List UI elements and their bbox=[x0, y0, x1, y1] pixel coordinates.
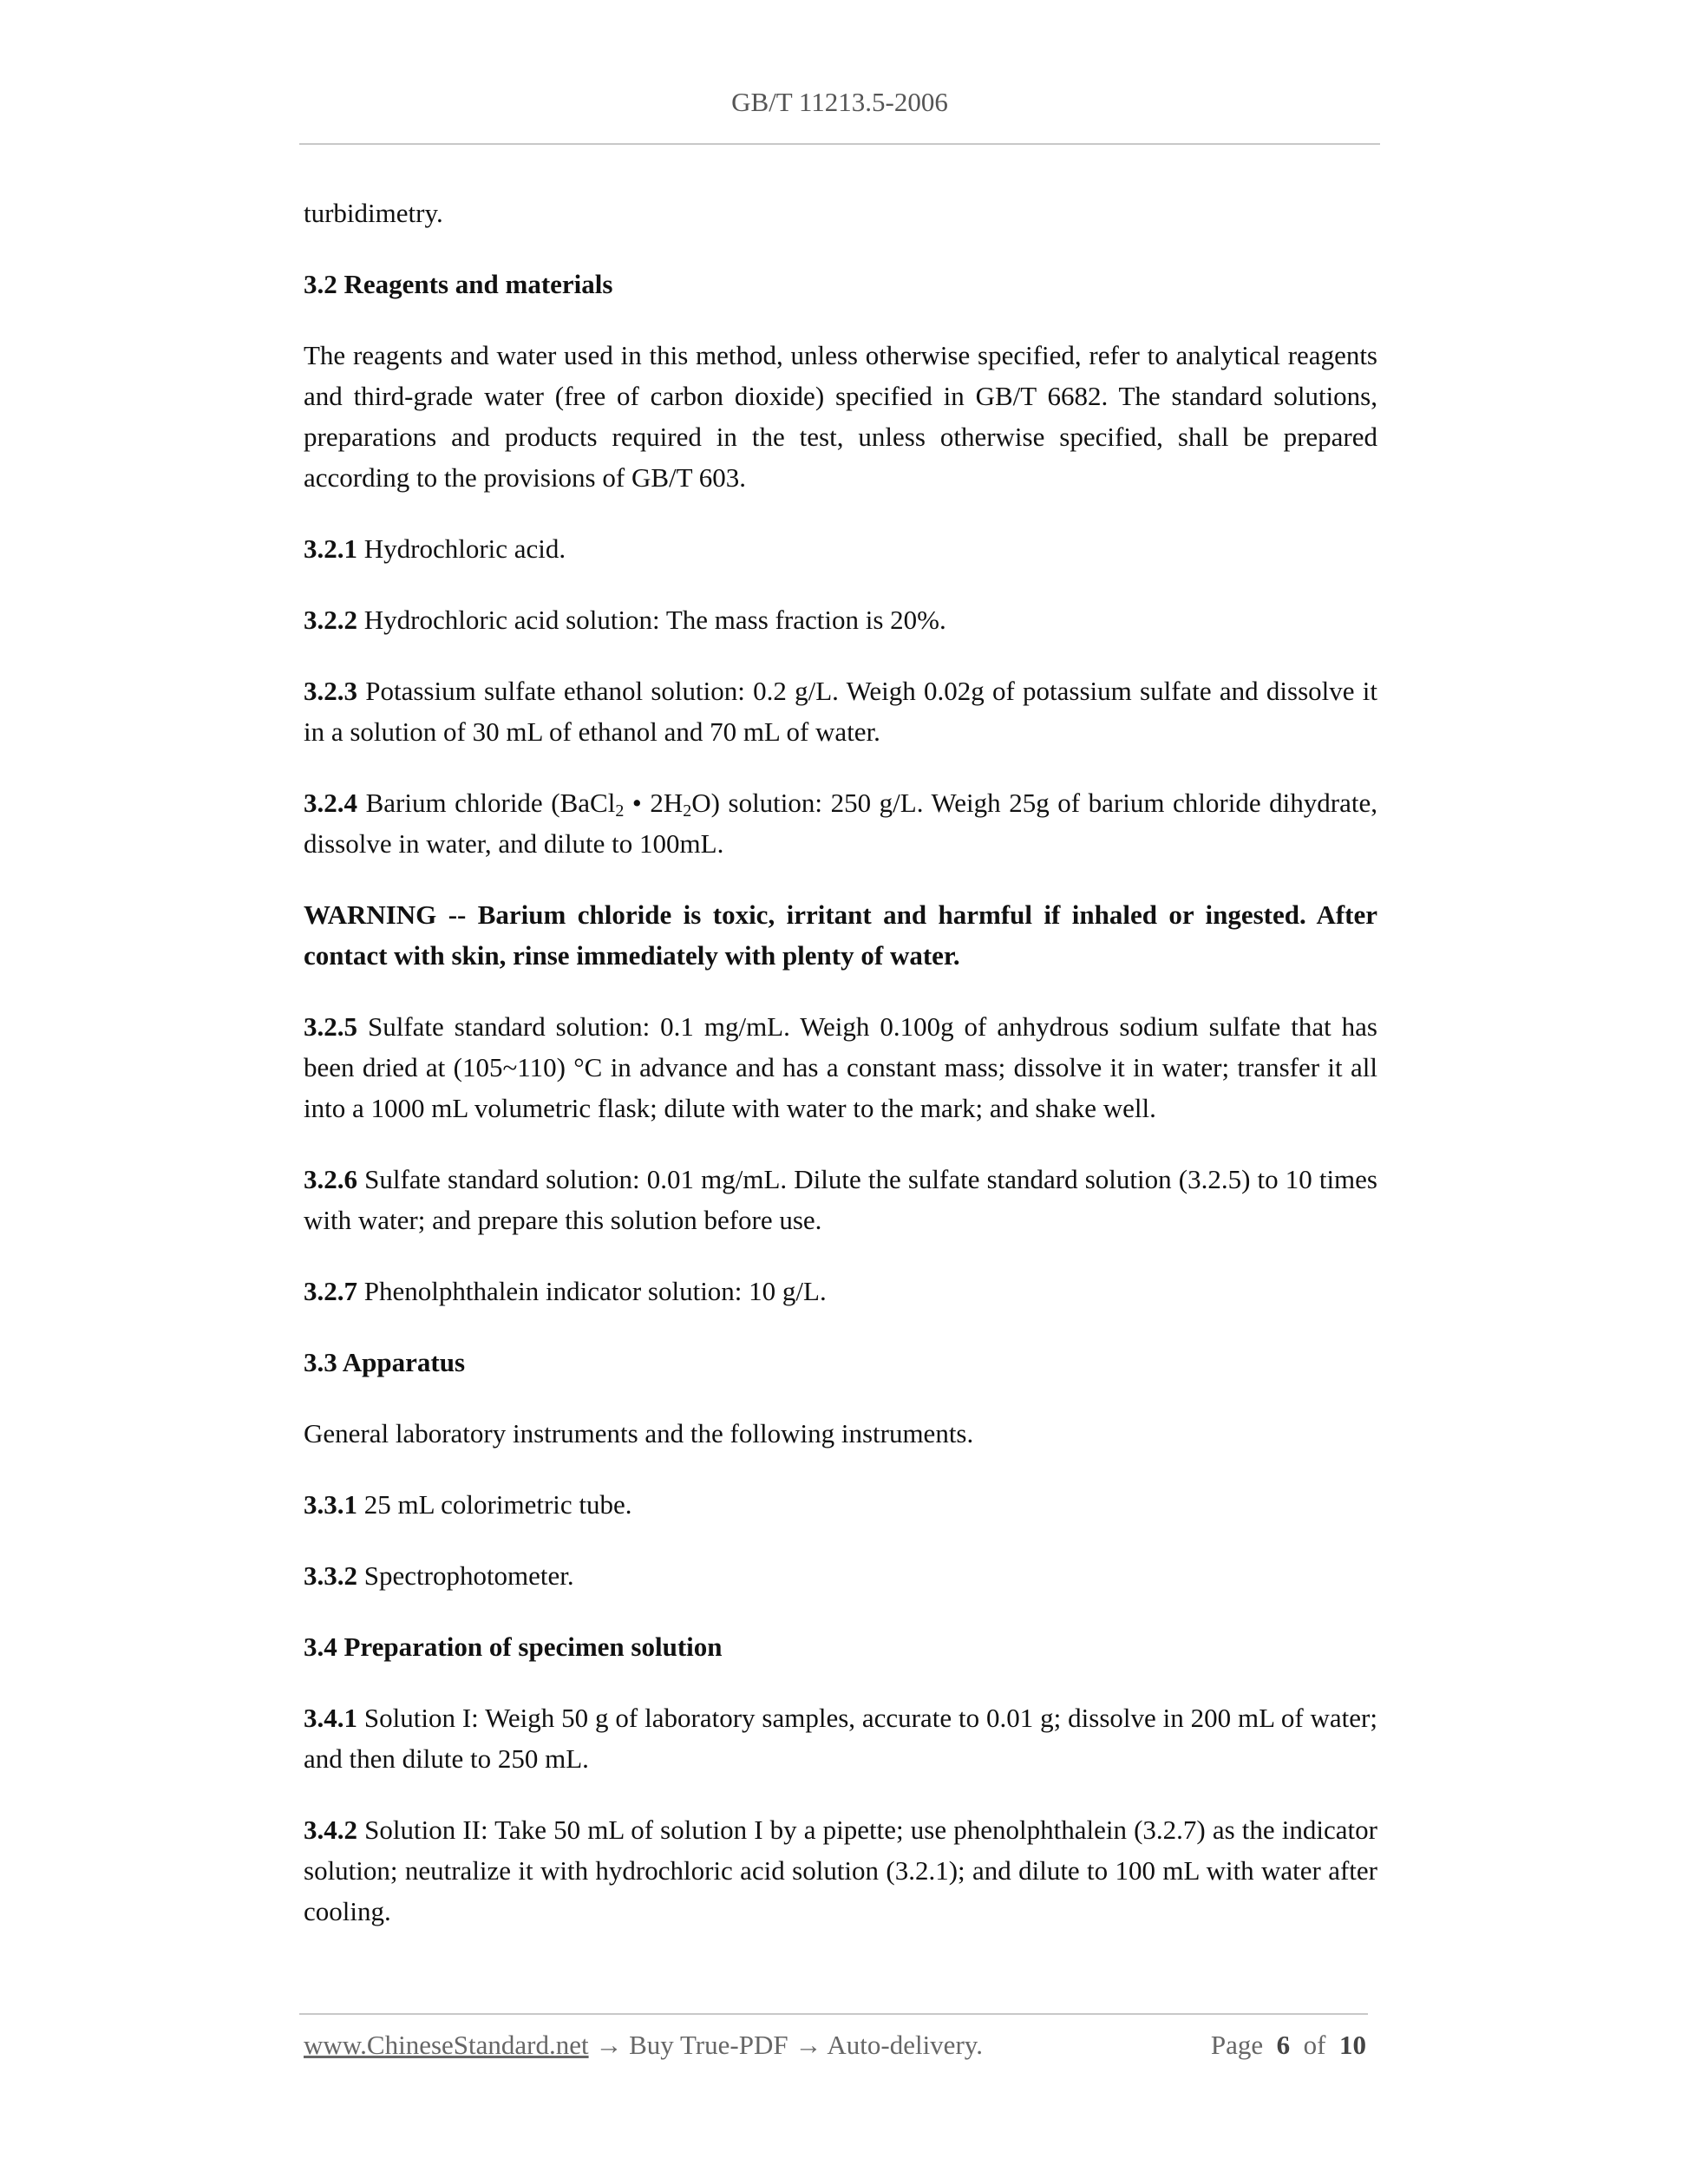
footer-promo-text: → Buy True-PDF → Auto-delivery. bbox=[588, 2030, 983, 2060]
clause-text: Solution I: Weigh 50 g of laboratory samples, accurate to 0.01 g; dissolve in 200 mL of water; and then dilute to 250 mL. bbox=[304, 1703, 1377, 1774]
clause-text: Potassium sulfate ethanol solution: 0.2 g/L. Weigh 0.02g of potassium sulfate and dissolve it in a solution of 30 mL of ethanol and 70 mL of water. bbox=[304, 676, 1377, 747]
header-divider bbox=[299, 143, 1380, 145]
clause-text-part: O) solution: 250 g/L. Weigh 25g of barium chloride dihydrate, dissolve in water, and dilute to 100mL. bbox=[304, 788, 1377, 859]
footer-promo bbox=[304, 2030, 983, 2061]
clause-number: 3.2.6 bbox=[304, 1164, 357, 1194]
section-3-3-heading: 3.3 Apparatus bbox=[304, 1347, 466, 1377]
clause-text-part: Barium chloride (BaCl bbox=[357, 788, 616, 818]
subscript: 2 bbox=[615, 801, 625, 821]
page-header-title: GB/T 11213.5-2006 bbox=[731, 87, 948, 117]
clause-number: 3.2.7 bbox=[304, 1276, 357, 1306]
clause-text: Phenolphthalein indicator solution: 10 g/L. bbox=[357, 1276, 827, 1306]
clause-3-2-2 bbox=[304, 599, 1377, 640]
of-label: of bbox=[1303, 2030, 1326, 2060]
clause-number: 3.4.1 bbox=[304, 1703, 357, 1733]
clause-number: 3.2.3 bbox=[304, 676, 357, 706]
clause-3-2-1 bbox=[304, 528, 1377, 569]
page-total: 10 bbox=[1339, 2030, 1366, 2060]
clause-text: Sulfate standard solution: 0.1 mg/mL. Weigh 0.100g of anhydrous sodium sulfate that has been dried at (105~110) °C in advance and has a constant mass; dissolve it in water; transfer it all into a 1000 mL volumetric flask; dilute with water to the mark; and shake well. bbox=[304, 1011, 1377, 1123]
clause-3-3-1 bbox=[304, 1484, 1377, 1525]
clause-3-4-2 bbox=[304, 1809, 1377, 1932]
section-3-2-heading: 3.2 Reagents and materials bbox=[304, 269, 613, 299]
clause-text: 25 mL colorimetric tube. bbox=[357, 1489, 632, 1520]
clause-text: Solution II: Take 50 mL of solution I by a pipette; use phenolphthalein (3.2.7) as the indicator solution; neutralize it with hydrochloric acid solution (3.2.1); and dilute to 100 mL with water after cooling. bbox=[304, 1815, 1377, 1926]
site-link[interactable]: www.ChineseStandard.net bbox=[304, 2030, 589, 2060]
clause-text: Hydrochloric acid. bbox=[357, 533, 566, 564]
section-3-4-heading: 3.4 Preparation of specimen solution bbox=[304, 1631, 723, 1662]
clause-number: 3.2.1 bbox=[304, 533, 357, 564]
clause-text-part: • 2H bbox=[624, 788, 684, 818]
clause-3-2-5 bbox=[304, 1006, 1377, 1128]
clause-3-2-7 bbox=[304, 1271, 1377, 1311]
clause-3-2-4 bbox=[304, 782, 1377, 864]
section-3-2-text: The reagents and water used in this method, unless otherwise specified, refer to analytical reagents and third-grade water (free of carbon dioxide) specified in GB/T 6682. The standard solutions, preparations and products required in the test, unless otherwise specified, shall be prepared according to the provisions of GB/T 603. bbox=[304, 340, 1377, 493]
clause-text: Hydrochloric acid solution: The mass fraction is 20%. bbox=[357, 605, 946, 635]
clause-3-2-6 bbox=[304, 1159, 1377, 1240]
clause-3-3-2 bbox=[304, 1555, 1377, 1596]
clause-number: 3.2.5 bbox=[304, 1011, 357, 1042]
intro-tail: turbidimetry. bbox=[304, 198, 443, 228]
clause-number: 3.2.2 bbox=[304, 605, 357, 635]
page-label: Page bbox=[1210, 2030, 1264, 2060]
document-body bbox=[304, 193, 1377, 1962]
clause-text: Sulfate standard solution: 0.01 mg/mL. Dilute the sulfate standard solution (3.2.5) to 10 times with water; and prepare this solution before use. bbox=[304, 1164, 1377, 1235]
section-3-3-text: General laboratory instruments and the following instruments. bbox=[304, 1418, 974, 1448]
clause-number: 3.3.2 bbox=[304, 1560, 357, 1591]
subscript: 2 bbox=[683, 801, 692, 821]
clause-3-4-1 bbox=[304, 1697, 1377, 1779]
page-number: 6 bbox=[1276, 2030, 1291, 2060]
clause-number: 3.2.4 bbox=[304, 788, 357, 818]
clause-number: 3.4.2 bbox=[304, 1815, 357, 1845]
footer-divider bbox=[299, 2013, 1368, 2015]
page-indicator bbox=[1211, 2030, 1366, 2061]
clause-3-2-3 bbox=[304, 670, 1377, 752]
clause-text: Spectrophotometer. bbox=[357, 1560, 574, 1591]
clause-number: 3.3.1 bbox=[304, 1489, 357, 1520]
warning-notice: WARNING -- Barium chloride is toxic, irritant and harmful if inhaled or ingested. After contact with skin, rinse immediately with plenty of water. bbox=[304, 899, 1377, 971]
